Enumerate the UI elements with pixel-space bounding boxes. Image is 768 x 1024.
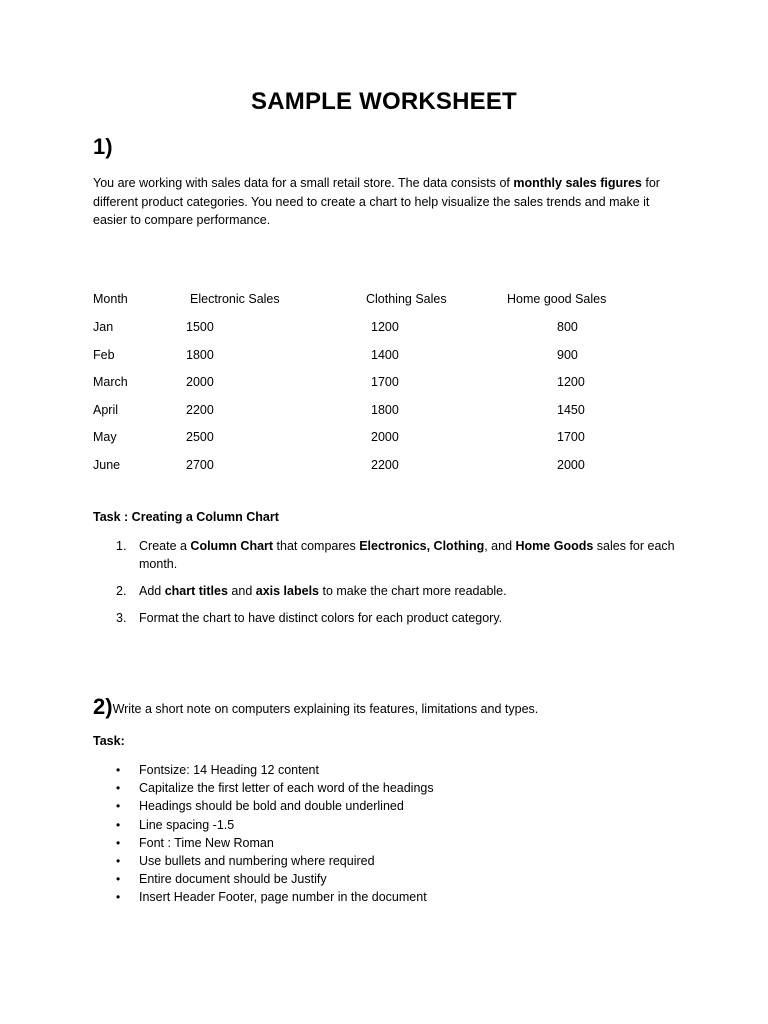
table-cell: 2700 — [186, 457, 214, 472]
item-text: Format the chart to have distinct colors for each product category. — [139, 611, 503, 625]
bullet-item — [93, 888, 683, 906]
task-1-item — [93, 582, 683, 600]
list-number: 2. — [116, 584, 127, 598]
table-header-cell: Home good Sales — [507, 292, 607, 306]
table-cell: 800 — [557, 320, 578, 334]
bullet-item — [93, 816, 683, 834]
list-number: 3. — [116, 611, 127, 625]
item-text: to make the chart more readable. — [319, 584, 507, 598]
table-cell: March — [93, 375, 128, 389]
table-cell: June — [93, 457, 121, 472]
task-1-list — [93, 537, 683, 636]
table-cell: 2000 — [371, 430, 399, 444]
bullet-text: Capitalize the first letter of each word of the headings — [139, 781, 434, 796]
bullet-item — [93, 852, 683, 870]
table-cell: 2200 — [371, 457, 399, 472]
table-cell: 1400 — [371, 347, 399, 362]
task-1-item — [93, 609, 683, 627]
bold-text: Electronics, Clothing — [359, 539, 485, 553]
table-cell: 1450 — [557, 402, 585, 417]
table-cell: April — [93, 402, 119, 417]
bullet-text: Line spacing -1.5 — [139, 817, 235, 832]
table-cell: 1500 — [186, 320, 214, 334]
bullet-item — [93, 761, 683, 779]
bullet-icon: • — [116, 763, 121, 777]
bullet-item — [93, 797, 683, 815]
bullet-icon: • — [116, 817, 121, 832]
table-cell: 1700 — [371, 375, 399, 389]
table-header-cell: Electronic Sales — [190, 292, 280, 306]
task-2-bullet-list — [93, 761, 683, 907]
question-1-intro — [93, 174, 683, 230]
bullet-item — [93, 870, 683, 888]
item-text: , and — [484, 539, 516, 553]
bullet-icon: • — [116, 835, 121, 850]
question-2-number: 2) — [93, 694, 113, 719]
table-cell: 1800 — [371, 402, 399, 417]
item-text: and — [227, 584, 256, 598]
bold-text: chart titles — [164, 584, 228, 598]
table-cell: 2000 — [186, 375, 214, 389]
list-number: 1. — [116, 539, 127, 553]
bullet-icon: • — [116, 872, 121, 887]
bullet-text: Fontsize: 14 Heading 12 content — [139, 763, 319, 777]
bullet-text: Insert Header Footer, page number in the document — [139, 890, 427, 905]
bullet-item — [93, 834, 683, 852]
bullet-item — [93, 779, 683, 797]
question-2-line — [93, 694, 538, 720]
table-cell: 1800 — [186, 347, 214, 362]
table-cell: 2200 — [186, 402, 214, 417]
bold-text: axis labels — [255, 584, 319, 598]
table-header-cell: Clothing Sales — [366, 292, 447, 306]
table-cell: 2500 — [186, 430, 214, 444]
table-cell: 1200 — [371, 320, 399, 334]
table-cell: 900 — [557, 347, 578, 362]
item-text: that compares — [273, 539, 360, 553]
question-1-number: 1) — [93, 134, 113, 159]
bullet-text: Headings should be bold and double underlined — [139, 799, 404, 814]
item-text: Add — [139, 584, 165, 598]
table-cell: Feb — [93, 347, 115, 362]
table-cell: 1200 — [557, 375, 585, 389]
task-1-heading: Task : Creating a Column Chart — [93, 510, 279, 524]
table-cell: Jan — [93, 320, 114, 334]
item-text: sales for each month. — [139, 539, 675, 571]
intro-bold-text: monthly sales figures — [513, 176, 642, 190]
bullet-icon: • — [116, 890, 121, 905]
intro-text-a: You are working with sales data for a small retail store. The data consists of — [93, 176, 514, 190]
question-2-text: Write a short note on computers explaining its features, limitations and types. — [112, 702, 539, 716]
table-cell: 1700 — [557, 430, 585, 444]
table-cell: 2000 — [557, 457, 585, 472]
item-text: Create a — [139, 539, 191, 553]
bullet-text: Entire document should be Justify — [139, 872, 327, 887]
bold-text: Column Chart — [190, 539, 274, 553]
table-header-cell: Month — [93, 292, 128, 306]
bullet-icon: • — [116, 781, 121, 796]
bullet-text: Font : Time New Roman — [139, 835, 274, 850]
intro-text-b: for different product categories. You need to create a chart to help visualize the sales trends and make it easier to compare performance. — [93, 176, 660, 227]
task-2-heading: Task: — [93, 734, 125, 748]
page-title: SAMPLE WORKSHEET — [251, 88, 517, 115]
bullet-icon: • — [116, 799, 121, 814]
table-cell: May — [93, 430, 117, 444]
bullet-icon: • — [116, 854, 121, 869]
task-1-item — [93, 537, 683, 573]
bold-text: Home Goods — [515, 539, 594, 553]
bullet-text: Use bullets and numbering where required — [139, 854, 375, 869]
